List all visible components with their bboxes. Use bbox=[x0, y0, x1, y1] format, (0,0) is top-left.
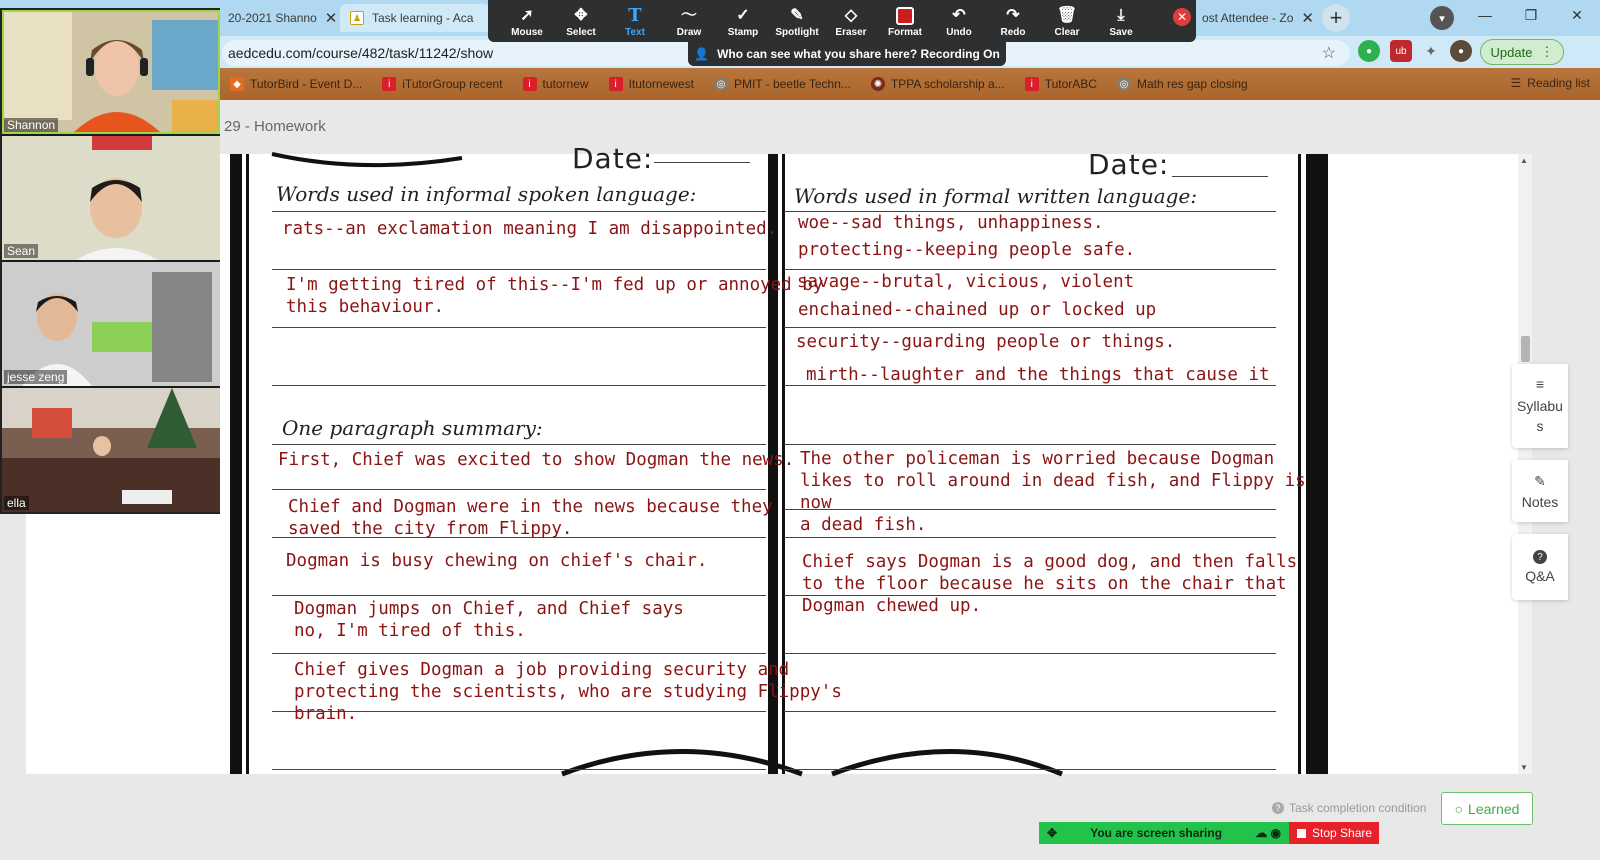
notes-button[interactable] bbox=[1512, 460, 1568, 522]
stop-share-button[interactable] bbox=[1289, 822, 1379, 844]
video-gallery bbox=[0, 8, 220, 514]
bookmark-item[interactable] bbox=[863, 77, 1013, 91]
tutorbird-icon: ◆ bbox=[230, 77, 244, 91]
profile-avatar[interactable]: ● bbox=[1450, 40, 1472, 62]
video-tile-jesse[interactable] bbox=[2, 262, 220, 386]
video-frame bbox=[2, 136, 220, 260]
participant-name: Shannon bbox=[4, 118, 58, 132]
tab-label: ost Attendee - Zo bbox=[1202, 11, 1294, 25]
task-condition-label: Task completion condition bbox=[1289, 801, 1427, 815]
bookmark-item[interactable] bbox=[1109, 77, 1256, 91]
bookmark-item[interactable] bbox=[601, 77, 702, 91]
browser-tab-task-learning[interactable] bbox=[340, 4, 490, 32]
tool-save[interactable] bbox=[1094, 0, 1148, 42]
list-icon: ≡ bbox=[1535, 376, 1545, 392]
more-menu-icon: ⋮ bbox=[1540, 44, 1554, 59]
bookmark-label: TPPA scholarship a... bbox=[890, 77, 1005, 91]
bookmark-item[interactable] bbox=[1017, 77, 1105, 91]
bookmark-label: iTutorGroup recent bbox=[402, 77, 503, 91]
spotlight-icon: ✎ bbox=[790, 7, 804, 24]
formal-word-entry[interactable]: security--guarding people or things. bbox=[796, 332, 1176, 352]
itutor-icon: i bbox=[523, 77, 537, 91]
task-favicon-icon: ♟ bbox=[350, 11, 364, 25]
text-icon: T bbox=[628, 5, 642, 26]
help-icon: ? bbox=[1272, 802, 1284, 814]
ruled-line bbox=[784, 327, 1276, 328]
participant-name: jesse zeng bbox=[4, 370, 67, 384]
date-line-right bbox=[1172, 176, 1268, 177]
syllabus-label: Syllabu s bbox=[1517, 398, 1563, 434]
sheet-left-border bbox=[230, 154, 242, 774]
tool-label: Undo bbox=[946, 27, 972, 38]
restore-icon[interactable]: ❐ bbox=[1524, 6, 1538, 23]
summary-heading: One paragraph summary: bbox=[282, 416, 543, 440]
recording-banner[interactable] bbox=[688, 42, 1006, 66]
tool-format[interactable] bbox=[878, 0, 932, 42]
learned-label: Learned bbox=[1468, 800, 1520, 817]
tool-label: Mouse bbox=[511, 27, 543, 38]
informal-word-entry[interactable]: rats--an exclamation meaning I am disappointed. bbox=[282, 219, 778, 239]
tool-label: Spotlight bbox=[775, 27, 819, 38]
bookmark-label: PMIT - beetle Techn... bbox=[733, 77, 851, 91]
learned-button[interactable] bbox=[1441, 792, 1533, 825]
ruled-line bbox=[272, 769, 766, 770]
formal-word-entry[interactable]: protecting--keeping people safe. bbox=[798, 240, 1136, 260]
tool-mouse[interactable] bbox=[500, 0, 554, 42]
tool-label: Clear bbox=[1054, 27, 1080, 38]
participant-name: Sean bbox=[4, 244, 38, 258]
page-title: 29 - Homework bbox=[224, 118, 326, 135]
bookmark-label: tutornew bbox=[542, 77, 589, 91]
tool-spotlight[interactable] bbox=[770, 0, 824, 42]
informal-word-entry[interactable]: I'm getting tired of this--I'm fed up or annoyed by this behaviour. bbox=[286, 275, 824, 317]
circle-icon: ○ bbox=[1454, 800, 1464, 817]
redo-icon: ↷ bbox=[1006, 7, 1020, 24]
close-window-icon[interactable]: ✕ bbox=[1571, 6, 1583, 23]
tool-label: Stamp bbox=[727, 27, 759, 38]
scrollbar-thumb[interactable] bbox=[1521, 336, 1530, 362]
tab-label: 20-2021 Shanno bbox=[228, 11, 317, 25]
screen-sharing-bar[interactable] bbox=[1039, 822, 1289, 844]
itutor-icon: i bbox=[1025, 77, 1039, 91]
url-text: aedcedu.com/course/482/task/11242/show bbox=[228, 45, 494, 61]
ruled-line bbox=[272, 653, 766, 654]
informal-heading: Words used in informal spoken language: bbox=[276, 182, 697, 206]
close-annotation-icon[interactable]: ✕ bbox=[1173, 8, 1191, 26]
globe-icon: ◎ bbox=[1117, 77, 1131, 91]
tool-select[interactable] bbox=[554, 0, 608, 42]
date-label-right: Date: bbox=[1088, 148, 1170, 181]
tab-close-icon[interactable]: ✕ bbox=[1301, 10, 1314, 27]
formal-word-entry[interactable]: savage--brutal, vicious, violent bbox=[797, 272, 1135, 292]
save-icon: ⤓ bbox=[1117, 7, 1125, 24]
annotation-toolbar bbox=[488, 0, 1196, 42]
format-icon bbox=[896, 7, 914, 25]
video-frame bbox=[2, 388, 220, 512]
ruled-line bbox=[272, 269, 766, 270]
ruled-line bbox=[272, 595, 766, 596]
window-controls bbox=[1462, 0, 1600, 30]
video-frame bbox=[2, 10, 220, 134]
tool-label: Select bbox=[566, 27, 596, 38]
ruled-line bbox=[272, 489, 766, 490]
ruled-line bbox=[784, 269, 1276, 270]
scroll-down-icon[interactable]: ▼ bbox=[1520, 763, 1528, 772]
bookmark-label: Itutornewest bbox=[628, 77, 694, 91]
participant-name: ella bbox=[4, 496, 29, 510]
tool-label: Format bbox=[888, 27, 922, 38]
tool-stamp[interactable] bbox=[716, 0, 770, 42]
bookmark-item[interactable] bbox=[515, 77, 597, 91]
stamp-icon: ✓ bbox=[736, 7, 750, 24]
ruled-line bbox=[784, 711, 1276, 712]
ruled-line bbox=[272, 327, 766, 328]
tool-text[interactable] bbox=[608, 0, 662, 42]
worksheet bbox=[222, 142, 1332, 774]
tab-label: Task learning - Aca bbox=[372, 11, 474, 25]
tab-close-icon[interactable]: ✕ bbox=[324, 10, 338, 27]
eraser-icon: ◇ bbox=[844, 7, 858, 24]
tool-label: Draw bbox=[676, 27, 702, 38]
summary-entry[interactable]: Chief and Dogman were in the news because they saved the city from Flippy. bbox=[288, 497, 773, 539]
ruled-line bbox=[272, 385, 766, 386]
update-button[interactable] bbox=[1480, 39, 1564, 65]
ruled-line bbox=[784, 653, 1276, 654]
formal-word-entry[interactable]: mirth--laughter and the things that cause it bbox=[806, 365, 1270, 385]
bookmark-label: Math res gap closing bbox=[1136, 77, 1248, 91]
reading-list-label: Reading list bbox=[1527, 76, 1590, 90]
sheet-left-border-inner bbox=[246, 154, 249, 774]
formal-heading: Words used in formal written language: bbox=[794, 184, 1198, 208]
update-label: Update bbox=[1490, 44, 1533, 60]
globe-icon: ◎ bbox=[714, 77, 728, 91]
cursor-icon: ➚ bbox=[520, 7, 534, 24]
syllabus-button[interactable] bbox=[1512, 364, 1568, 448]
notes-label: Notes bbox=[1521, 493, 1559, 510]
question-icon: ? bbox=[1533, 550, 1547, 564]
date-label-left: Date: bbox=[572, 142, 654, 175]
extension-green-icon[interactable]: ● bbox=[1358, 40, 1380, 62]
bookmark-star-icon[interactable]: ☆ bbox=[1321, 45, 1336, 62]
sharing-status-text: You are screen sharing bbox=[1090, 826, 1223, 840]
bookmark-item[interactable] bbox=[374, 77, 510, 91]
tool-eraser[interactable] bbox=[824, 0, 878, 42]
bookmark-item[interactable] bbox=[706, 77, 859, 91]
tool-label: Redo bbox=[1000, 27, 1026, 38]
video-tile-ella[interactable] bbox=[2, 388, 220, 512]
task-content-area bbox=[26, 142, 1518, 774]
tool-clear[interactable] bbox=[1040, 0, 1094, 42]
video-tile-shannon[interactable] bbox=[2, 10, 220, 134]
undo-icon: ↶ bbox=[952, 7, 966, 24]
ruled-line bbox=[784, 769, 1276, 770]
tool-draw[interactable] bbox=[662, 0, 716, 42]
trash-icon: 🗑 bbox=[1056, 7, 1078, 24]
ublock-icon[interactable]: ub bbox=[1390, 40, 1412, 62]
video-tile-sean[interactable] bbox=[2, 136, 220, 260]
tool-redo[interactable] bbox=[986, 0, 1040, 42]
qa-button[interactable] bbox=[1512, 534, 1568, 600]
ruled-line bbox=[272, 444, 766, 445]
browser-tab-shannon[interactable] bbox=[218, 4, 336, 32]
summary-entry[interactable]: Chief gives Dogman a job providing security and protecting the scientists, who are studying Flippy's brain. bbox=[294, 660, 842, 724]
reading-list-button[interactable] bbox=[1511, 76, 1590, 90]
tool-label: Text bbox=[625, 27, 645, 38]
move-icon: ✥ bbox=[574, 7, 588, 24]
new-tab-button[interactable]: + bbox=[1322, 4, 1350, 32]
bookmark-label: TutorABC bbox=[1044, 77, 1097, 91]
tool-label: Save bbox=[1109, 27, 1133, 38]
minimize-icon[interactable]: — bbox=[1478, 7, 1492, 23]
summary-entry[interactable]: The other policeman is worried because Dogman likes to roll around in dead fish, and Flippy is now a dead fish. bbox=[800, 449, 1306, 535]
itutor-icon: i bbox=[382, 77, 396, 91]
bookmark-label: TutorBird - Event D... bbox=[250, 77, 363, 91]
summary-entry[interactable]: Dogman jumps on Chief, and Chief says no, I'm tired of this. bbox=[294, 599, 684, 641]
itutor-icon: i bbox=[609, 77, 623, 91]
date-line-left bbox=[654, 162, 750, 163]
browser-tab-zoom-attendee[interactable] bbox=[1192, 4, 1314, 32]
summary-entry[interactable]: First, Chief was excited to show Dogman the news. bbox=[278, 450, 795, 470]
stop-share-label: Stop Share bbox=[1312, 826, 1373, 840]
tool-undo[interactable] bbox=[932, 0, 986, 42]
bookmark-item[interactable] bbox=[222, 77, 370, 91]
summary-entry[interactable]: Dogman is busy chewing on chief's chair. bbox=[286, 551, 708, 571]
seal-icon: ✺ bbox=[871, 77, 885, 91]
formal-word-entry[interactable]: enchained--chained up or locked up bbox=[798, 300, 1157, 320]
tab-search-icon[interactable]: ▾ bbox=[1430, 6, 1454, 30]
ruled-line bbox=[784, 537, 1276, 538]
bookmarks-bar bbox=[0, 68, 1600, 100]
recording-banner-text: Who can see what you share here? Recording On bbox=[717, 47, 1000, 61]
formal-word-entry[interactable]: woe--sad things, unhappiness. bbox=[798, 213, 1104, 233]
summary-entry[interactable]: Chief says Dogman is a good dog, and then falls to the floor because he sits on the chair that Dogman chewed up. bbox=[802, 552, 1298, 616]
pencil-icon: ✎ bbox=[1534, 472, 1546, 489]
scroll-up-icon[interactable]: ▲ bbox=[1520, 156, 1528, 165]
drag-handle-icon[interactable]: ✥ bbox=[1047, 826, 1058, 840]
viewers-icon: 👤 bbox=[694, 47, 710, 61]
video-frame bbox=[2, 262, 220, 386]
draw-icon: 〜 bbox=[680, 7, 697, 24]
ruled-line bbox=[784, 444, 1276, 445]
qa-label: Q&A bbox=[1525, 568, 1555, 584]
task-completion-condition[interactable] bbox=[1272, 801, 1426, 815]
ruled-line bbox=[272, 211, 766, 212]
stop-icon bbox=[1297, 829, 1306, 838]
reading-list-icon: ☰ bbox=[1510, 76, 1522, 90]
tool-label: Eraser bbox=[835, 27, 867, 38]
cloud-icon: ☁ ◉ bbox=[1255, 826, 1281, 840]
extensions-puzzle-icon[interactable]: ✦ bbox=[1425, 42, 1437, 59]
